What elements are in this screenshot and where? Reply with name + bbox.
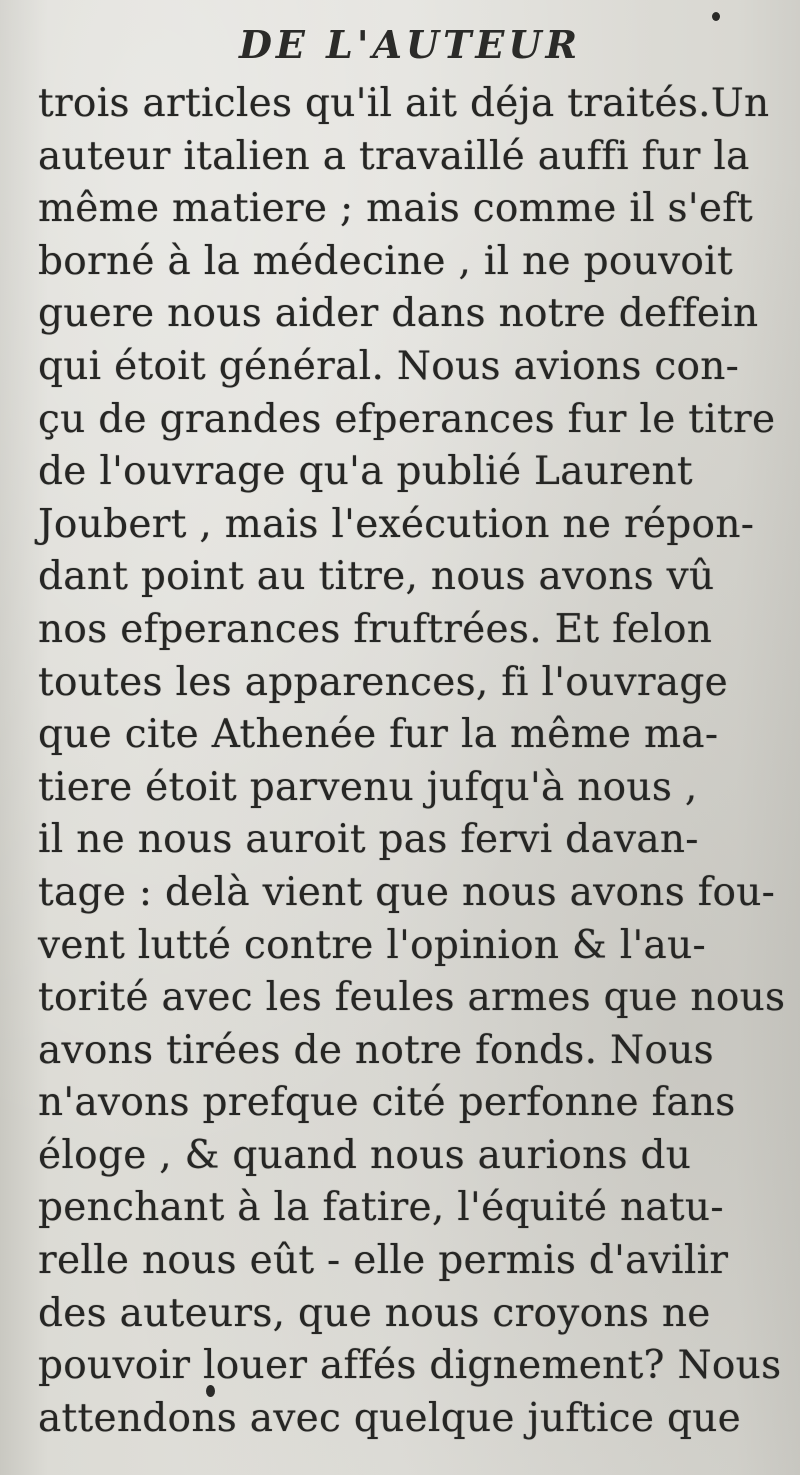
text-line: nos efperances fruftrées. Et felon [38,606,713,652]
text-line: tage : delà vient que nous avons fou- [38,869,776,915]
text-line: qui étoit général. Nous avions con- [38,343,740,389]
text-line: trois articles qu'il ait déja traités.Un [38,81,770,126]
text-line: n'avons prefque cité perfonne fans [38,1080,736,1126]
text-line: attendons avec quelque juftice que [38,1395,742,1441]
text-line: des auteurs, que nous croyons ne [38,1290,711,1336]
text-line: pouvoir louer affés dignement? Nous [38,1343,782,1389]
text-line: tiere étoit parvenu jufqu'à nous , [38,764,698,810]
text-line: Joubert , mais l'exécution ne répon- [38,501,755,547]
text-line: penchant à la fatire, l'équité natu- [38,1185,724,1231]
text-line: borné à la médecine , il ne pouvoit [38,238,733,284]
text-line: éloge , & quand nous aurions du [38,1132,692,1178]
text-line: toutes les apparences, fi l'ouvrage [38,659,728,705]
running-head: DE L'AUTEUR [238,22,582,67]
text-line: de l'ouvrage qu'a publié Laurent [38,449,693,495]
text-line: même matiere ; mais comme il s'eft [38,186,753,232]
text-line: dant point au titre, nous avons vû [38,554,715,600]
text-line: vent lutté contre l'opinion & l'au- [38,922,706,968]
text-line: il ne nous auroit pas fervi davan- [38,817,699,863]
text-line: avons tirées de notre fonds. Nous [38,1027,714,1073]
ink-spot-top [712,12,720,21]
text-line: auteur italien a travaillé auffi fur la [38,133,750,179]
text-line: çu de grandes efperances fur le titre [38,396,776,442]
text-line: que cite Athenée fur la même ma- [38,712,719,758]
text-line: guere nous aider dans notre deffein [38,291,759,337]
body-text [38,78,786,1445]
text-line: torité avec les feules armes que nous [38,975,786,1021]
text-line: relle nous eût - elle permis d'avilir [38,1238,729,1284]
